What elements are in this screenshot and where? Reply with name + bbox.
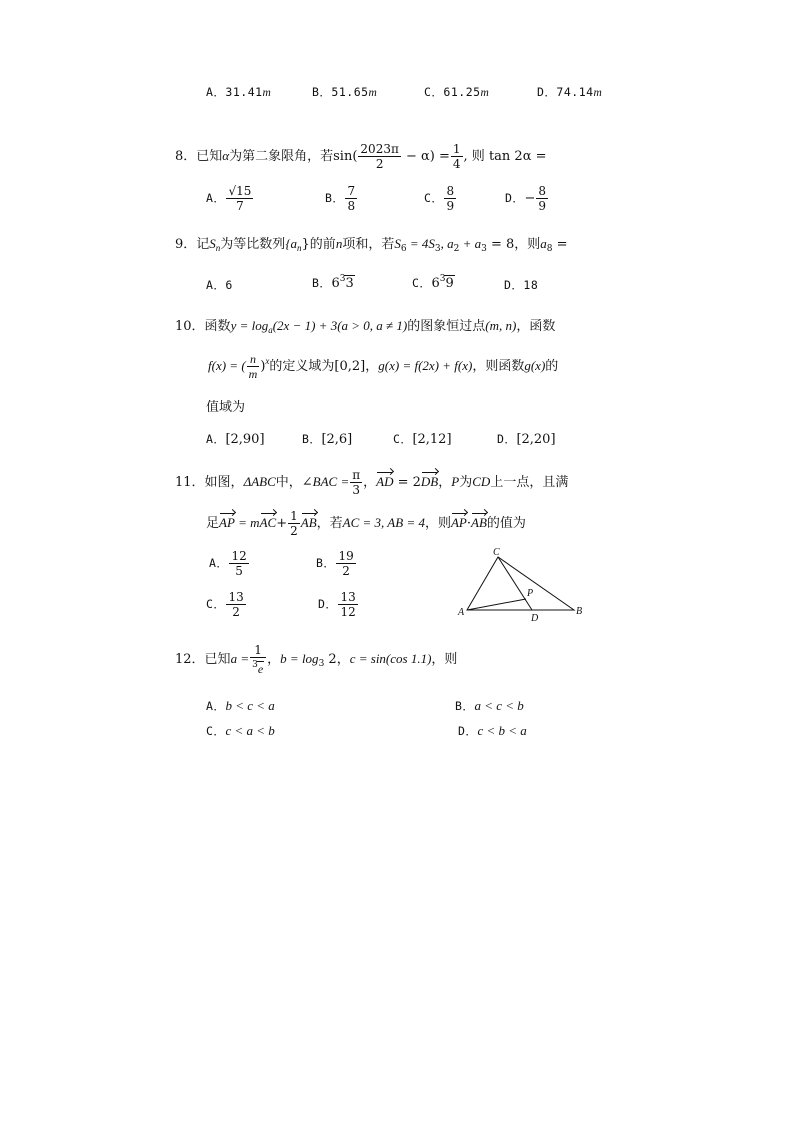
q10-stem-line3: 值域为 — [206, 400, 246, 415]
q10-option-a: A．[2,90] — [206, 432, 265, 447]
q8-option-d: D．− $\frac{8}{9}$ — [505, 184, 546, 213]
label-d: D — [531, 613, 539, 624]
q8-stem: 8．已知α为第二象限角，若sin( $\frac{2023\pi}{2}$ − α) = $\frac{1}{4}$ , 则 tan 2α = — [175, 142, 547, 171]
triangle-abc — [467, 557, 574, 610]
q12-option-c: C．c < a < b — [206, 723, 275, 738]
q9-option-a: A．6 — [206, 278, 233, 292]
q12-option-a: A．b < c < a — [206, 698, 275, 713]
q10-option-b: B．[2,6] — [302, 432, 353, 447]
q11-stem-line2: 足AP = mAC+ $\frac{1}{2}$ AB，若AC = 3, AB = 4，则AP·AB的值为 — [206, 509, 526, 538]
q7-option-b: B．51.65m — [312, 85, 378, 99]
q10-stem-line2: f(x) = ( $\frac{n}{m}$ )$^x$的定义域为[0,2]，g(x) = f(2x) + f(x)，则函数g(x)的 — [208, 352, 559, 381]
q11-option-c: C． $\frac{13}{2}$ — [206, 590, 244, 619]
label-p: P — [527, 588, 534, 599]
q11-triangle-figure — [450, 545, 590, 625]
q10-stem-line1: 10．函数$y = \log_a(2x - 1) + 3(a > 0$, a ≠ 1)的图象恒过点(m, n)，函数 — [175, 318, 556, 335]
q8-option-a: A． $\frac{√15}{7}$ — [206, 184, 252, 213]
q11-stem-line1: 11．如图，ΔABC中，∠BAC = $\frac{\pi}{3}$ ，AD = 2DB，P为CD上一点，且满 — [175, 468, 569, 497]
q9-option-c: C．$6^39$ — [412, 274, 454, 291]
q11-option-a: A． $\frac{12}{5}$ — [209, 549, 247, 578]
q12-option-d: D．c < b < a — [458, 723, 527, 738]
q11-option-b: B． $\frac{19}{2}$ — [316, 549, 354, 578]
q12-option-b: B．a < c < b — [455, 698, 524, 713]
q10-option-c: C．[2,12] — [393, 432, 452, 447]
q10-option-d: D．[2,20] — [497, 432, 556, 447]
q9-stem: 9．记$S_n$为等比数列$\{a_n\}$的前n项和，若$S_6 = 4S_3$, $a_2 + a_3 = 8$，则$a_8$ = — [175, 236, 568, 254]
segment-ap — [467, 599, 526, 610]
q7-option-a: A．31.41m — [206, 85, 272, 99]
label-b: B — [576, 606, 583, 617]
q12-stem: 12．已知a = $\frac{1}{^3e}$ ，$b = \log_3 2$，c = sin(cos 1.1)，则 — [175, 643, 458, 676]
q9-option-b: B．$6^33$ — [312, 274, 354, 291]
q7-option-d: D．74.14m — [537, 85, 603, 99]
q8-option-c: C． $\frac{8}{9}$ — [424, 184, 455, 213]
q11-option-d: D． $\frac{13}{12}$ — [318, 590, 356, 619]
label-a: A — [458, 607, 465, 618]
segment-cd — [498, 557, 532, 610]
label-c: C — [493, 547, 500, 558]
q9-option-d: D．18 — [504, 278, 539, 292]
q8-option-b: B． $\frac{7}{8}$ — [325, 184, 356, 213]
q7-option-c: C．61.25m — [424, 85, 490, 99]
